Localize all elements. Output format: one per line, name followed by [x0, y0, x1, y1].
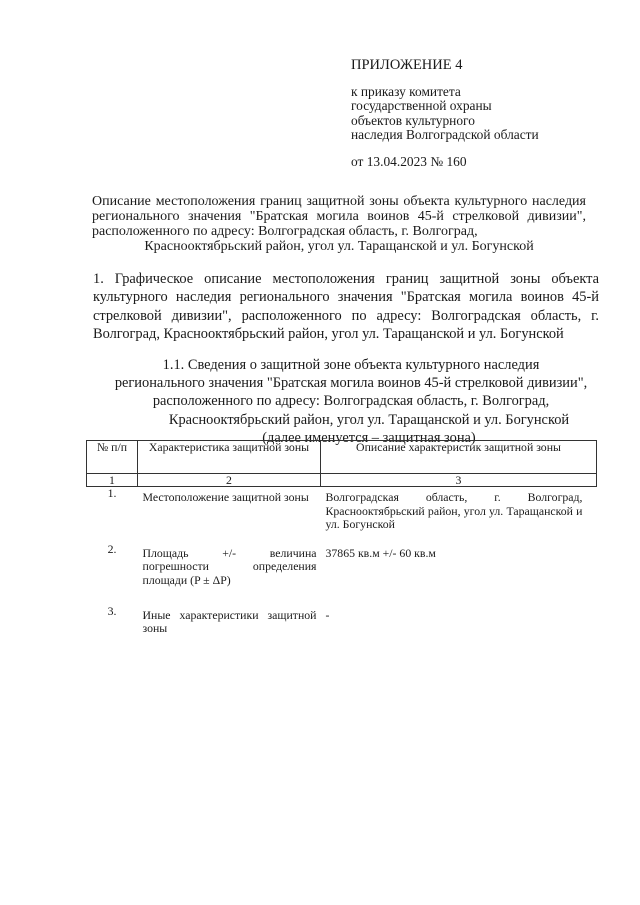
column-number-1: 1 [87, 474, 138, 487]
row-number: 1. [107, 486, 117, 500]
subsection-line-1: 1.1. Сведения о защитной зоне объекта культурного наследия [162, 357, 540, 373]
table-row [87, 487, 597, 543]
header-description: Описание характеристик защитной зоны [321, 441, 597, 474]
order-line-1: к приказу комитета [351, 83, 461, 99]
column-number-3: 3 [321, 474, 597, 487]
subsection-line-4: Краснооктябрьский район, угол ул. Таращанской и ул. Богунской [168, 411, 570, 428]
table-header-row [87, 441, 597, 474]
order-date: от 13.04.2023 № 160 [351, 153, 467, 169]
order-line-2: государственной охраны [351, 98, 492, 113]
document-title-body: Описание местоположения границ защитной зоны объекта культурного наследия регионального значения "Братская могила воинов 45-й стрелковой дивизии", расположенного по адресу: Волгоградская область, г. Волгоград, [92, 194, 586, 239]
row-number: 2. [107, 541, 117, 556]
row-description: Волгоградская область, г. Волгоград, Краснооктябрьский район, угол ул. Таращанской и ул. Богунской [325, 490, 583, 531]
column-number-row [87, 474, 597, 487]
table-row [87, 605, 597, 645]
row-description: - [325, 607, 330, 622]
zone-table [86, 440, 597, 645]
row-description: 37865 кв.м +/- 60 кв.м [325, 545, 436, 560]
section-1-text: 1. Графическое описание местоположения границ защитной зоны объекта культурного наследия регионального значения "Братская могила воинов 45-й стрелковой дивизии", расположенного по адресу: Волгоградская область, г. Волгоград, Краснооктябрьский район, угол ул. Таращанской и ул. Богунской [93, 271, 599, 343]
appendix-header [351, 58, 601, 169]
document-title [92, 194, 586, 254]
row-number: 3. [107, 603, 117, 618]
column-number-2: 2 [138, 474, 321, 487]
header-number: № п/п [87, 441, 138, 474]
table-row [87, 543, 597, 605]
subsection-title [92, 356, 610, 447]
order-line-4: наследия Волгоградской области [351, 127, 539, 142]
row-characteristic: Иные характеристики защитной зоны [142, 607, 317, 635]
header-characteristic: Характеристика защитной зоны [138, 441, 321, 474]
subsection-line-3: расположенного по адресу: Волгоградская область, г. Волгоград, [152, 393, 550, 410]
document-title-last-line: Краснооктябрьский район, угол ул. Таращанской и ул. Богунской [144, 239, 534, 254]
subsection-line-2: регионального значения "Братская могила воинов 45-й стрелковой дивизии", [114, 375, 588, 392]
row-characteristic: Площадь +/- величина погрешности определения площади (P ± ΔP) [142, 545, 317, 587]
row-characteristic: Местоположение защитной зоны [142, 490, 309, 504]
order-line-3: объектов культурного [351, 112, 475, 128]
subsection-line-5: (далее именуется – защитная зона) [262, 429, 476, 446]
appendix-title: ПРИЛОЖЕНИЕ 4 [351, 57, 463, 73]
